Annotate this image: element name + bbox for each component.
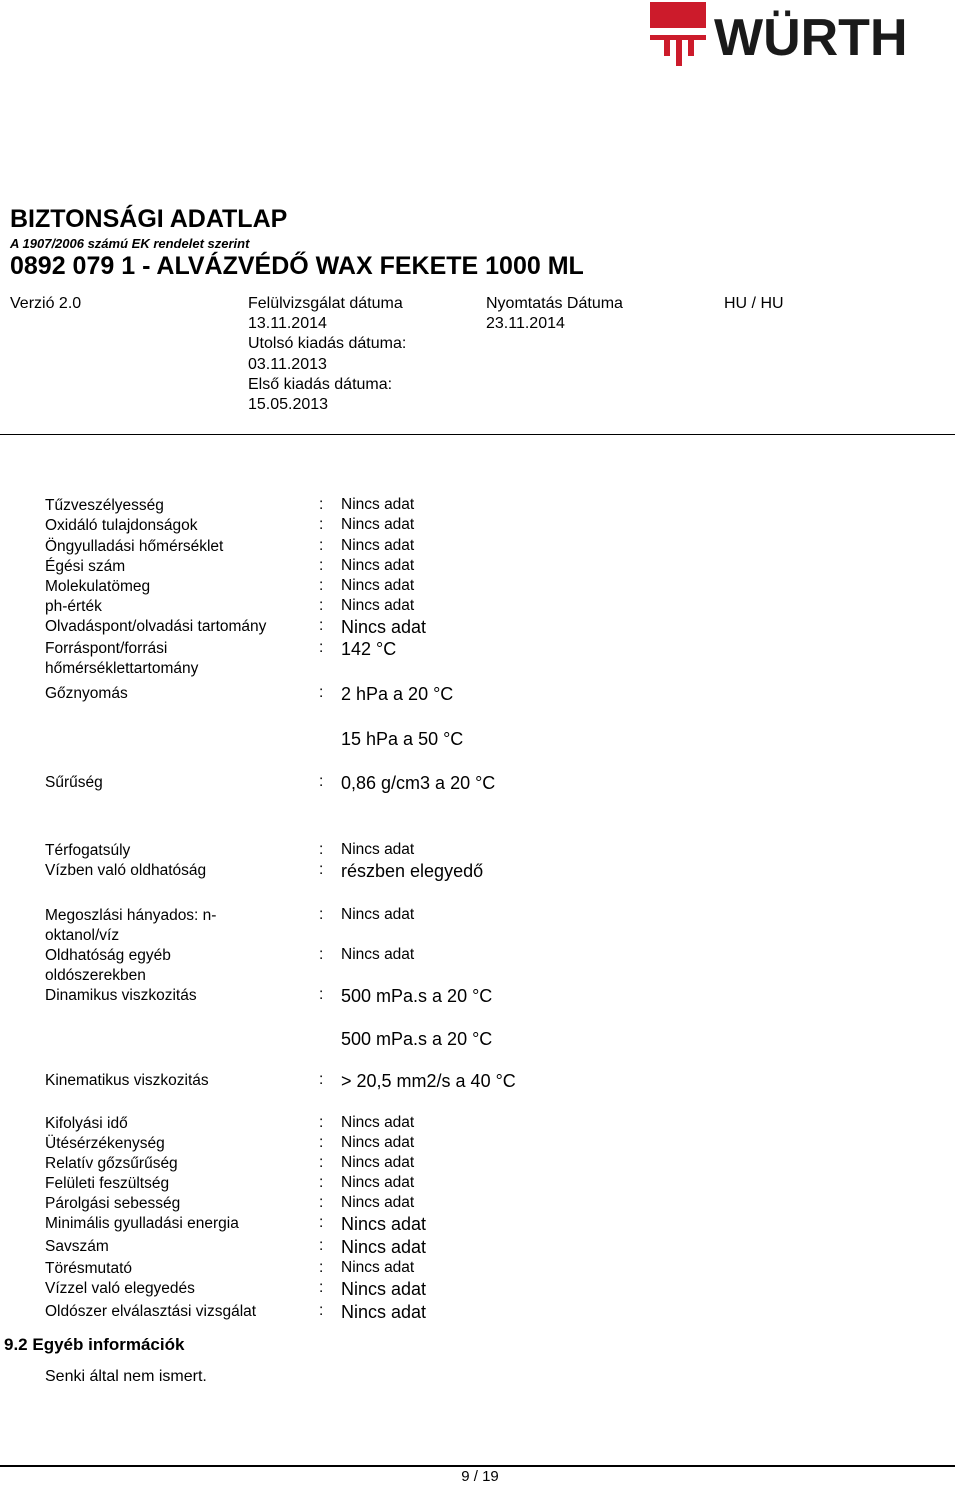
property-label-line: Oldhatóság egyéb bbox=[45, 947, 171, 964]
property-value: 500 mPa.s a 20 °C bbox=[341, 986, 493, 1006]
dates-column bbox=[248, 294, 406, 415]
print-column bbox=[486, 294, 623, 334]
header-divider bbox=[0, 434, 955, 435]
property-value: 142 °C bbox=[341, 639, 397, 659]
property-value: Nincs adat bbox=[341, 1174, 415, 1191]
revision-label: Felülvizsgálat dátuma bbox=[248, 295, 403, 312]
property-value: Nincs adat bbox=[341, 1134, 415, 1151]
property-label: Sűrűség bbox=[45, 774, 103, 791]
property-label-line: Megoszlási hányados: n- bbox=[45, 907, 217, 924]
colon: : bbox=[319, 1154, 324, 1171]
property-label: Gőznyomás bbox=[45, 685, 128, 702]
section-text: Senki által nem ismert. bbox=[45, 1368, 207, 1385]
property-label-line: oktanol/víz bbox=[45, 927, 120, 944]
property-label bbox=[45, 946, 171, 986]
property-label-line: Forráspont/forrási bbox=[45, 640, 168, 657]
property-label: Párolgási sebesség bbox=[45, 1195, 181, 1212]
colon: : bbox=[319, 861, 324, 878]
property-value: Nincs adat bbox=[341, 1114, 415, 1131]
colon: : bbox=[319, 684, 324, 701]
property-label-line: hőmérséklettartomány bbox=[45, 660, 199, 677]
property-label: Vízzel való elegyedés bbox=[45, 1280, 195, 1297]
property-label: Tűzveszélyesség bbox=[45, 497, 164, 514]
property-label: Égési szám bbox=[45, 558, 126, 575]
property-label: Dinamikus viszkozitás bbox=[45, 987, 197, 1004]
property-value: 0,86 g/cm3 a 20 °C bbox=[341, 773, 496, 793]
footer-divider bbox=[0, 1465, 955, 1467]
colon: : bbox=[319, 639, 324, 656]
colon: : bbox=[319, 617, 324, 634]
property-label: Öngyulladási hőmérséklet bbox=[45, 538, 224, 555]
property-value: Nincs adat bbox=[341, 577, 415, 594]
property-value: részben elegyedő bbox=[341, 861, 484, 881]
property-value: Nincs adat bbox=[341, 906, 415, 923]
property-value: Nincs adat bbox=[341, 1154, 415, 1171]
product-title: 0892 079 1 - ALVÁZVÉDŐ WAX FEKETE 1000 ML bbox=[10, 252, 584, 280]
property-label: Minimális gyulladási energia bbox=[45, 1215, 239, 1232]
document-title: BIZTONSÁGI ADATLAP bbox=[10, 205, 288, 233]
colon: : bbox=[319, 496, 324, 513]
colon: : bbox=[319, 516, 324, 533]
property-label bbox=[45, 906, 216, 946]
colon: : bbox=[319, 1194, 324, 1211]
property-value: Nincs adat bbox=[341, 946, 415, 963]
first-issue-date: 15.05.2013 bbox=[248, 396, 329, 414]
property-value: Nincs adat bbox=[341, 1302, 427, 1322]
property-label: Oxidáló tulajdonságok bbox=[45, 517, 198, 534]
property-label bbox=[45, 639, 198, 679]
locale-column bbox=[724, 294, 784, 314]
revision-date: 13.11.2014 bbox=[248, 315, 327, 333]
property-label: Törésmutató bbox=[45, 1260, 133, 1277]
property-label: Molekulatömeg bbox=[45, 578, 151, 595]
property-value: Nincs adat bbox=[341, 1214, 427, 1234]
colon: : bbox=[319, 1237, 324, 1254]
property-value: > 20,5 mm2/s a 40 °C bbox=[341, 1071, 516, 1091]
section-heading: 9.2 Egyéb információk bbox=[4, 1335, 185, 1354]
property-value: Nincs adat bbox=[341, 537, 415, 554]
property-value: 2 hPa a 20 °C bbox=[341, 684, 454, 704]
property-label: Felületi feszültség bbox=[45, 1175, 170, 1192]
colon: : bbox=[319, 1279, 324, 1296]
last-issue-date: 03.11.2013 bbox=[248, 355, 327, 373]
colon: : bbox=[319, 1114, 324, 1131]
colon: : bbox=[319, 1259, 324, 1276]
brand-text: WÜRTH bbox=[714, 9, 908, 67]
colon: : bbox=[319, 946, 324, 963]
last-issue-label: Utolsó kiadás dátuma: bbox=[248, 335, 407, 353]
colon: : bbox=[319, 1071, 324, 1088]
print-date: 23.11.2014 bbox=[486, 315, 565, 333]
property-value: Nincs adat bbox=[341, 1237, 427, 1257]
property-label: Relatív gőzsűrűség bbox=[45, 1155, 178, 1172]
first-issue-label: Első kiadás dátuma: bbox=[248, 375, 393, 393]
document-subtitle: A 1907/2006 számú EK rendelet szerint bbox=[10, 236, 250, 251]
colon: : bbox=[319, 1174, 324, 1191]
print-label: Nyomtatás Dátuma bbox=[486, 295, 623, 312]
colon: : bbox=[319, 597, 324, 614]
colon: : bbox=[319, 1134, 324, 1151]
property-value-secondary: 500 mPa.s a 20 °C bbox=[341, 1029, 493, 1049]
property-value: Nincs adat bbox=[341, 1279, 427, 1299]
colon: : bbox=[319, 773, 324, 790]
property-value-secondary: 15 hPa a 50 °C bbox=[341, 729, 464, 749]
wurth-logo bbox=[648, 0, 960, 70]
locale: HU / HU bbox=[724, 295, 784, 312]
property-value: Nincs adat bbox=[341, 496, 415, 513]
colon: : bbox=[319, 1214, 324, 1231]
property-value: Nincs adat bbox=[341, 1259, 415, 1276]
property-label-line: oldószerekben bbox=[45, 967, 146, 984]
colon: : bbox=[319, 577, 324, 594]
property-value: Nincs adat bbox=[341, 557, 415, 574]
property-value: Nincs adat bbox=[341, 1194, 415, 1211]
colon: : bbox=[319, 1302, 324, 1319]
property-label: Oldószer elválasztási vizsgálat bbox=[45, 1303, 257, 1320]
version-column bbox=[10, 294, 81, 314]
page-number: 9 / 19 bbox=[461, 1468, 499, 1485]
property-value: Nincs adat bbox=[341, 841, 415, 858]
property-label: Vízben való oldhatóság bbox=[45, 862, 207, 879]
colon: : bbox=[319, 841, 324, 858]
property-label: Kinematikus viszkozitás bbox=[45, 1072, 209, 1089]
colon: : bbox=[319, 906, 324, 923]
property-value: Nincs adat bbox=[341, 516, 415, 533]
property-value: Nincs adat bbox=[341, 597, 415, 614]
property-label: Savszám bbox=[45, 1238, 109, 1255]
version: Verzió 2.0 bbox=[10, 295, 82, 312]
property-label: Térfogatsúly bbox=[45, 842, 131, 859]
colon: : bbox=[319, 537, 324, 554]
property-label: ph-érték bbox=[45, 598, 102, 615]
property-value: Nincs adat bbox=[341, 617, 427, 637]
property-label: Olvadáspont/olvadási tartomány bbox=[45, 618, 267, 635]
property-label: Kifolyási idő bbox=[45, 1115, 128, 1132]
property-label: Ütésérzékenység bbox=[45, 1135, 165, 1152]
colon: : bbox=[319, 557, 324, 574]
colon: : bbox=[319, 986, 324, 1003]
